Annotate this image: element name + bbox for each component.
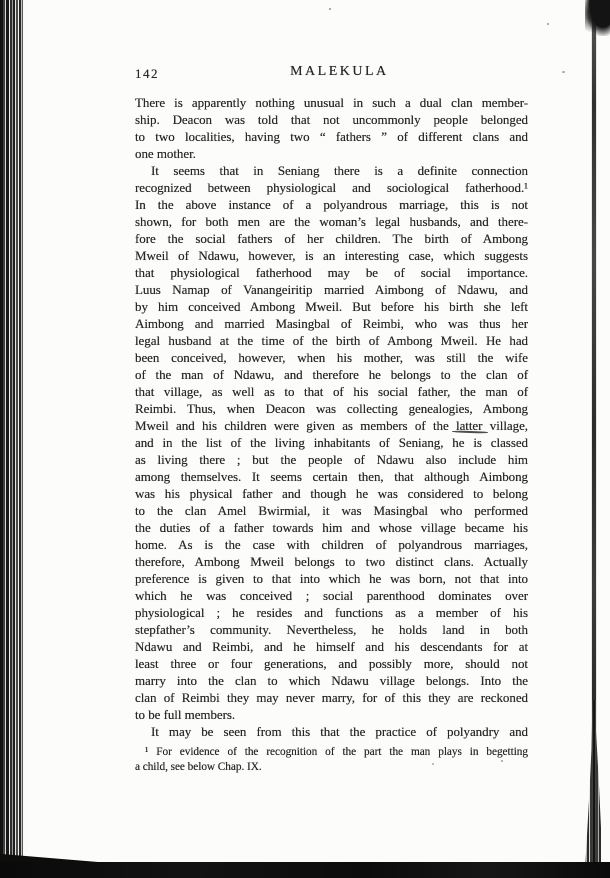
text-line: Mweil and his children were given as members of the latter village, (135, 418, 528, 433)
scan-artifact-bottom-band (0, 862, 610, 878)
text-line: shown, for both men are the woman’s legal husbands, and there- (135, 214, 528, 229)
scan-speck (547, 23, 549, 25)
text-line: one mother. (135, 146, 196, 161)
text-line: a child, see below Chap. IX. (135, 761, 262, 773)
text-line: Ndawu and Reimbi, and he himself and his descendants for at (135, 639, 528, 654)
text-line: recognized between physiological and sociological fatherhood.¹ (135, 180, 528, 195)
text-line: been conceived, however, when his mother, was still the wife (135, 350, 528, 365)
text-line: Luus Namap of Vanangeiritip married Aimbong of Ndawu, and (135, 282, 528, 297)
running-title: MALEKULA (290, 64, 389, 79)
text-line: was his physical father and though he was considered to belong (135, 486, 528, 501)
text-line: Mweil of Ndawu, however, is an interesting case, which suggests (135, 248, 528, 263)
text-line: home. As is the case with children of polyandrous marriages, (135, 537, 528, 552)
text-line: preference is given to that into which he was born, not that into (135, 571, 528, 586)
text-line: that physiological fatherhood may be of social importance. (135, 265, 528, 280)
text-line: ¹ For evidence of the recognition of the part the man plays in begetting (145, 746, 528, 758)
text-line: to be full members. (135, 707, 236, 722)
text-line: by him conceived Ambong Mweil. But before his birth she left (135, 299, 528, 314)
text-line: that village, as well as to that of his social father, the man of (135, 384, 528, 399)
text-line: ship. Deacon was told that not uncommonly people belonged (135, 112, 528, 127)
scan-artifact-top-right (585, 0, 610, 36)
text-line: It seems that in Seniang there is a definite connection (151, 163, 528, 178)
text-line: to the clan Amel Bwirmial, it was Masingbal who performed (135, 503, 528, 518)
text-line: Aimbong and married Masingbal of Reimbi, who was thus her (135, 316, 528, 331)
scan-artifact-bottom-right (584, 700, 601, 864)
footnote (135, 745, 528, 775)
book-binding-edge (0, 0, 27, 860)
scan-speck (562, 71, 565, 73)
text-line: to two localities, having two “ fathers ” of different clans and (135, 129, 528, 144)
page-number: 142 (135, 66, 159, 81)
text-line: the duties of a father towards him and whose village became his (135, 520, 528, 535)
text-line: as living there ; but the people of Ndawu also include him (135, 452, 528, 467)
text-line: There is apparently nothing unusual in such a dual clan member- (135, 95, 528, 110)
text-line: physiological ; he resides and functions as a member of his (135, 605, 528, 620)
text-line: In the above instance of a polyandrous marriage, this is not (135, 197, 528, 212)
text-line: stepfather’s community. Nevertheless, he holds land in both (135, 622, 528, 637)
text-line: clan of Reimbi they may never marry, for of this they are reckoned (135, 690, 528, 705)
text-line: which he was conceived ; social parenthood dominates over (135, 588, 528, 603)
text-line: marry into the clan to which Ndawu village belongs. Into the (135, 673, 528, 688)
page-header (135, 64, 528, 82)
text-line: least three or four generations, and possibly more, should not (135, 656, 528, 671)
scan-speck (329, 8, 331, 10)
text-line: legal husband at the time of the birth of Ambong Mweil. He had (135, 333, 528, 348)
body-text (135, 94, 528, 740)
text-line: among themselves. It seems certain then, that although Aimbong (135, 469, 528, 484)
text-line: fore the social fathers of her children. The birth of Ambong (135, 231, 528, 246)
text-line: Reimbi. Thus, when Deacon was collecting genealogies, Ambong (135, 401, 528, 416)
text-line: and in the list of the living inhabitants of Seniang, he is classed (135, 435, 528, 450)
text-line: therefore, Ambong Mweil belongs to two distinct clans. Actually (135, 554, 528, 569)
text-line: of the man of Ndawu, and therefore he belongs to the clan of (135, 367, 528, 382)
text-line: It may be seen from this that the practice of polyandry and (151, 724, 528, 739)
